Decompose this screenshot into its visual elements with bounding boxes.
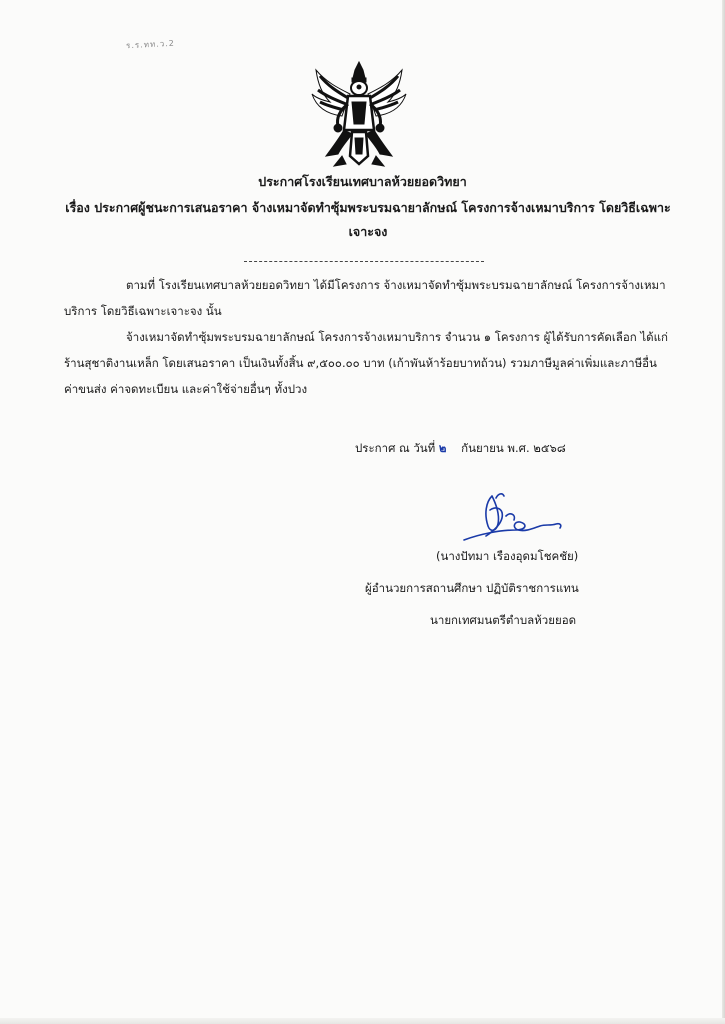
- signatory-position-2: นายกเทศมนตรีตำบลห้วยยอด: [430, 613, 577, 627]
- body-paragraph-2: จ้างเหมาจัดทำซุ้มพระบรมฉายาลักษณ์ โครงการจ้างเหมาบริการ จำนวน ๑ โครงการ ผู้ได้รับการคัดเลือก ได้แก่ ร้านสุชาติงานเหล็ก โดยเสนอราคา เป็นเงินทั้งสิ้น ๙,๕๐๐.๐๐ บาท (เก้าพันห้าร้อยบาทถ้วน) รวมภาษีมูลค่าเพิ่มและภาษีอื่น ค่าขนส่ง ค่าจดทะเบียน และค่าใช้จ่ายอื่นๆ ทั้งปวง: [64, 330, 668, 396]
- announcement-date: [355, 440, 566, 458]
- announcement-day: ๒: [438, 441, 447, 455]
- handwritten-signature: [456, 488, 568, 550]
- announcement-month-year: กันยายน พ.ศ. ๒๕๖๘: [461, 441, 566, 455]
- signatory-position-1: ผู้อำนวยการสถานศึกษา ปฏิบัติราชการแทน: [365, 581, 579, 595]
- announcement-prefix: ประกาศ ณ วันที่: [355, 441, 436, 455]
- scan-edge-bottom: [0, 1018, 725, 1024]
- document-subject: เรื่อง ประกาศผู้ชนะการเสนอราคา จ้างเหมาจัดทำซุ้มพระบรมฉายาลักษณ์ โครงการจ้างเหมาบริการ โดยวิธีเฉพาะเจาะจง: [65, 200, 671, 239]
- corner-stamp: ร.ร.ทท.ว.2: [125, 38, 176, 51]
- body-paragraph-1: ตามที่ โรงเรียนเทศบาลห้วยยอดวิทยา ได้มีโครงการ จ้างเหมาจัดทำซุ้มพระบรมฉายาลักษณ์ โครงการจ้างเหมาบริการ โดยวิธีเฉพาะเจาะจง นั้น: [64, 278, 666, 318]
- signatory-name: (นางปัทมา เรืองอุดมโชคชัย): [436, 549, 579, 563]
- dashed-divider: [244, 261, 484, 262]
- garuda-emblem-icon: [308, 60, 410, 170]
- document-title: ประกาศโรงเรียนเทศบาลห้วยยอดวิทยา: [258, 174, 467, 189]
